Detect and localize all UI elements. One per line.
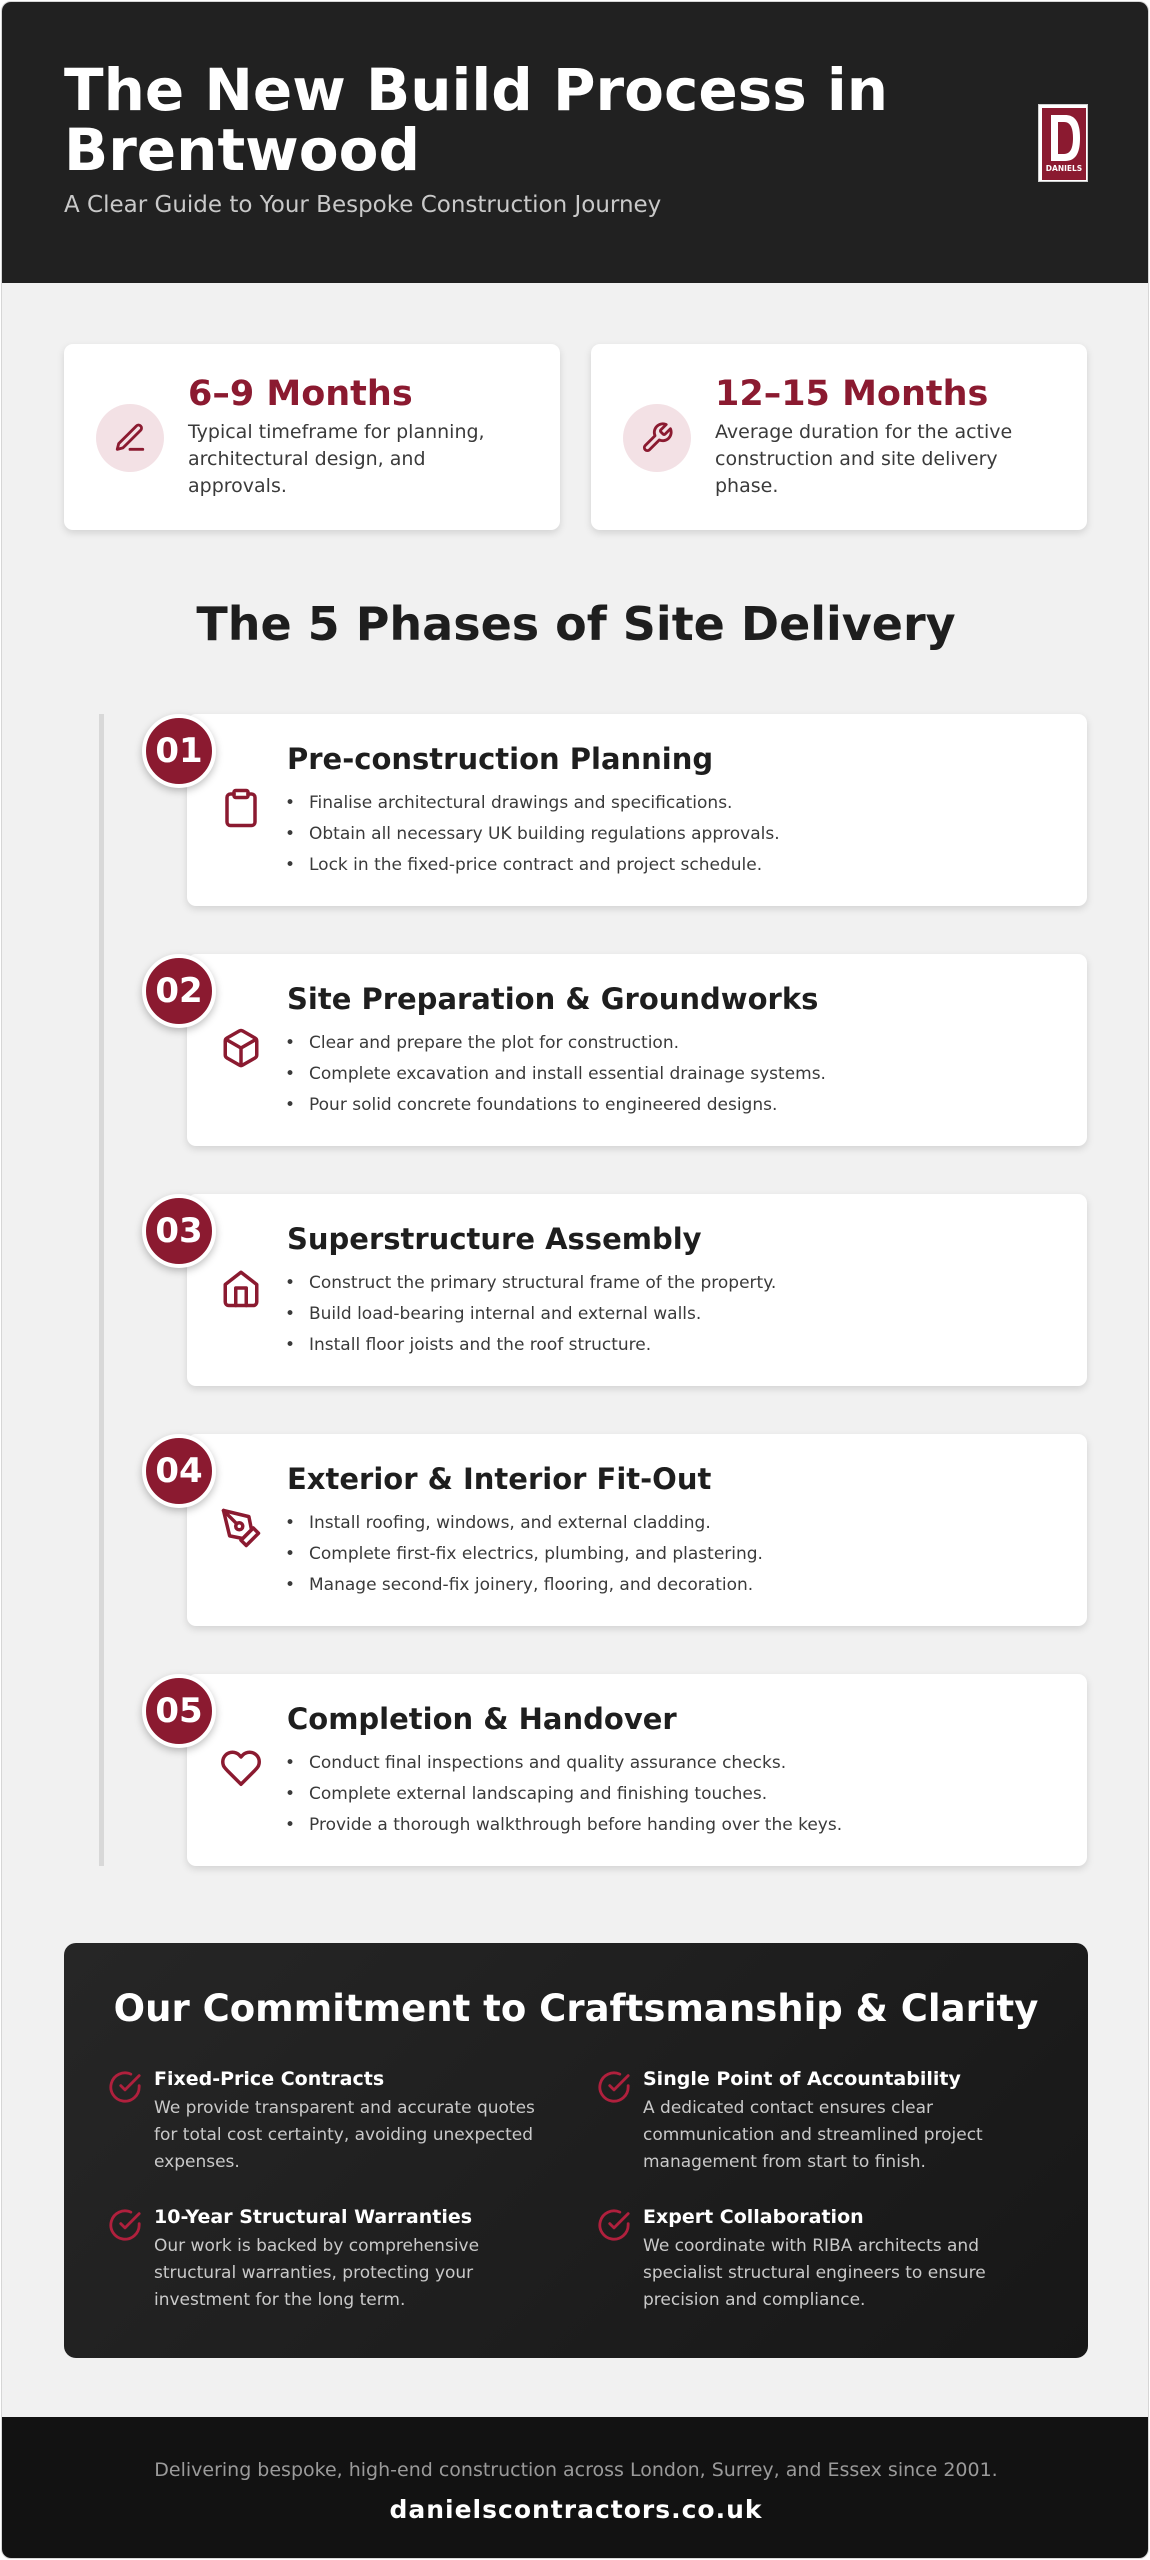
svg-text:DANIELS: DANIELS (1045, 164, 1083, 173)
check-circle-icon (597, 2070, 631, 2104)
house-icon (217, 1264, 265, 1312)
feature-title: Expert Collaboration (643, 2206, 864, 2228)
commitment-heading: Our Commitment to Craftsmanship & Clarity (113, 1987, 1039, 2030)
logo-graphic (1039, 105, 1089, 183)
phase-number-badge: 02 (142, 954, 216, 1028)
phase-title: Superstructure Assembly (287, 1222, 702, 1256)
cube-icon (217, 1024, 265, 1072)
page-subtitle: A Clear Guide to Your Bespoke Construction Journey (64, 192, 662, 218)
daniels-logo (1038, 104, 1088, 182)
phase-task-list (285, 1028, 1065, 1121)
pen-tool-icon (217, 1504, 265, 1552)
phase-title: Site Preparation & Groundworks (287, 982, 819, 1016)
phase-title: Pre-construction Planning (287, 742, 714, 776)
phase-number-badge: 01 (142, 714, 216, 788)
list-item: • Finalise architectural drawings and specifications. (285, 788, 1065, 819)
feature-title: Single Point of Accountability (643, 2068, 961, 2090)
list-item: • Obtain all necessary UK building regulations approvals. (285, 819, 1065, 850)
phase-task-list (285, 1268, 1065, 1361)
feature-description: We provide transparent and accurate quotes for total cost certainty, avoiding unexpected expenses. (154, 2098, 535, 2172)
feature-title: Fixed-Price Contracts (154, 2068, 385, 2090)
phase-task-list (285, 1748, 1065, 1841)
list-item: • Clear and prepare the plot for construction. (285, 1028, 1065, 1059)
page-title: The New Build Process in Brentwood (64, 56, 889, 184)
list-item: • Install floor joists and the roof structure. (285, 1330, 1065, 1361)
wrench-icon (623, 404, 691, 472)
feature-description: A dedicated contact ensures clear communication and streamlined project management from start to finish. (643, 2098, 983, 2172)
header (2, 2, 1149, 283)
stat-value: 12–15 Months (715, 374, 989, 414)
stat-description: Typical timeframe for planning, architectural design, and approvals. (188, 421, 485, 497)
stat-description: Average duration for the active construction and site delivery phase. (715, 421, 1013, 497)
list-item: • Manage second-fix joinery, flooring, and decoration. (285, 1570, 1065, 1601)
stat-value: 6–9 Months (188, 374, 413, 414)
check-circle-icon (108, 2070, 142, 2104)
stat-card-planning (64, 344, 560, 530)
phases-heading: The 5 Phases of Site Delivery (196, 597, 956, 651)
phase-task-list (285, 788, 1065, 881)
heart-icon (217, 1744, 265, 1792)
list-item: • Complete excavation and install essential drainage systems. (285, 1059, 1065, 1090)
website-link[interactable]: danielscontractors.co.uk (389, 2495, 763, 2524)
phase-number-badge: 03 (142, 1194, 216, 1268)
phase-card-5 (187, 1674, 1087, 1866)
phase-card-3 (187, 1194, 1087, 1386)
check-circle-icon (108, 2208, 142, 2242)
list-item: • Pour solid concrete foundations to engineered designs. (285, 1090, 1065, 1121)
list-item: • Lock in the fixed-price contract and project schedule. (285, 850, 1065, 881)
clipboard-icon (217, 784, 265, 832)
infographic-page (1, 1, 1149, 2559)
list-item: • Build load-bearing internal and external walls. (285, 1299, 1065, 1330)
phase-task-list (285, 1508, 1065, 1601)
footer (2, 2417, 1149, 2559)
list-item: • Complete external landscaping and finishing touches. (285, 1779, 1065, 1810)
list-item: • Provide a thorough walkthrough before handing over the keys. (285, 1810, 1065, 1841)
list-item: • Construct the primary structural frame of the property. (285, 1268, 1065, 1299)
phase-card-1 (187, 714, 1087, 906)
phase-card-2 (187, 954, 1087, 1146)
phase-title: Exterior & Interior Fit-Out (287, 1462, 712, 1496)
feature-title: 10-Year Structural Warranties (154, 2206, 473, 2228)
phase-title: Completion & Handover (287, 1702, 677, 1736)
list-item: • Complete first-fix electrics, plumbing, and plastering. (285, 1539, 1065, 1570)
feature-description: Our work is backed by comprehensive structural warranties, protecting your investment for the long term. (154, 2236, 480, 2310)
check-circle-icon (597, 2208, 631, 2242)
list-item: • Conduct final inspections and quality assurance checks. (285, 1748, 1065, 1779)
phase-card-4 (187, 1434, 1087, 1626)
stat-card-construction (591, 344, 1087, 530)
phase-number-badge: 05 (142, 1674, 216, 1748)
phase-number-badge: 04 (142, 1434, 216, 1508)
list-item: • Install roofing, windows, and external cladding. (285, 1508, 1065, 1539)
timeline-line (99, 714, 104, 1866)
commitment-panel (64, 1943, 1088, 2358)
pencil-icon (96, 404, 164, 472)
feature-description: We coordinate with RIBA architects and specialist structural engineers to ensure precision and compliance. (643, 2236, 986, 2310)
footer-tagline: Delivering bespoke, high-end construction across London, Surrey, and Essex since 2001. (154, 2459, 998, 2481)
